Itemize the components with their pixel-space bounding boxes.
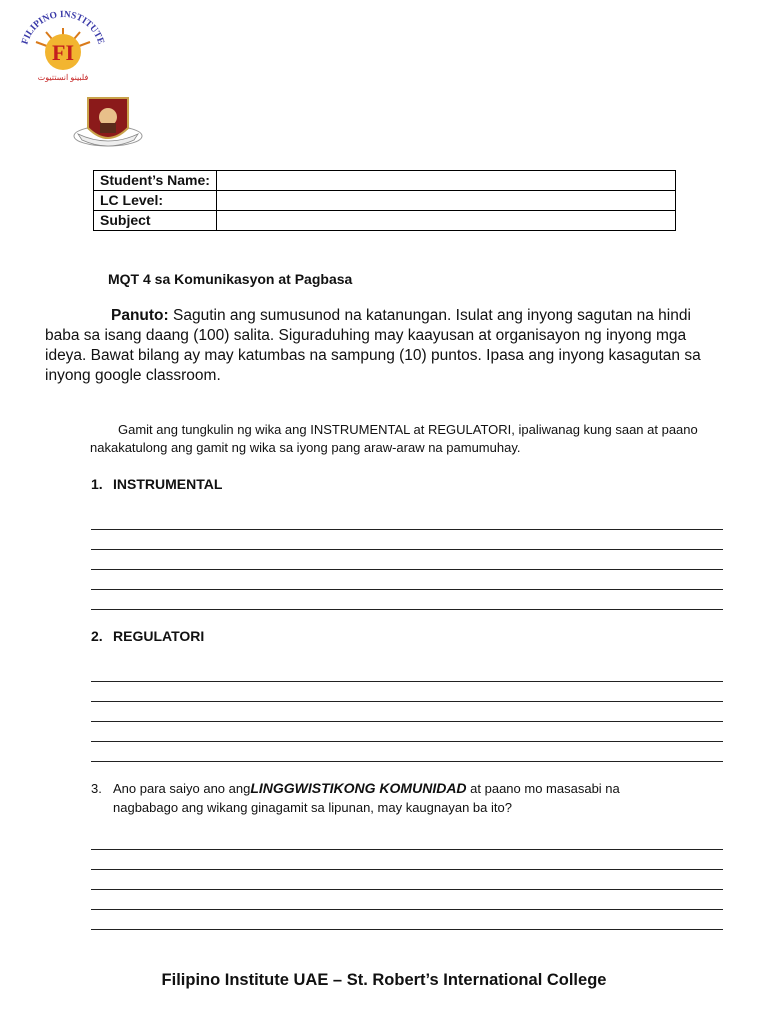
question-number: 1. — [91, 476, 103, 492]
answer-line[interactable] — [91, 890, 723, 910]
lc-level-label: LC Level: — [94, 191, 217, 211]
answer-line[interactable] — [91, 702, 723, 722]
page-footer: Filipino Institute UAE – St. Robert’s International College — [161, 971, 607, 989]
answer-line[interactable] — [91, 550, 723, 570]
instructions-paragraph — [45, 306, 725, 386]
table-row — [94, 171, 676, 191]
filipino-institute-logo — [16, 8, 110, 88]
instructions-label: Panuto: — [111, 307, 169, 324]
answer-line[interactable] — [91, 870, 723, 890]
answer-line[interactable] — [91, 830, 723, 850]
student-info-table — [93, 170, 676, 231]
subject-field[interactable] — [217, 211, 676, 231]
answer-line[interactable] — [91, 510, 723, 530]
answer-line[interactable] — [91, 910, 723, 930]
question-text-before: Ano para saiyo ano ang — [113, 781, 251, 796]
answer-line[interactable] — [91, 662, 723, 682]
answer-line[interactable] — [91, 722, 723, 742]
answer-line[interactable] — [91, 850, 723, 870]
logo-arc-text: FILIPINO INSTITUTE — [20, 9, 106, 46]
logo-initials: FI — [52, 40, 74, 65]
question-2 — [91, 628, 204, 644]
question-3 — [91, 779, 711, 817]
answer-area-3[interactable] — [91, 830, 723, 930]
answer-line[interactable] — [91, 590, 723, 610]
prompt-paragraph — [90, 421, 720, 457]
question-number: 2. — [91, 628, 103, 644]
answer-line[interactable] — [91, 742, 723, 762]
question-label: INSTRUMENTAL — [113, 476, 223, 492]
question-label: REGULATORI — [113, 628, 205, 644]
lc-level-field[interactable] — [217, 191, 676, 211]
question-number: 3. — [91, 781, 102, 796]
subject-label: Subject — [94, 211, 217, 231]
logo-arabic-text: فلبينو انستتيوت — [37, 73, 89, 82]
answer-line[interactable] — [91, 570, 723, 590]
answer-area-1[interactable] — [91, 510, 723, 610]
st-roberts-college-seal — [72, 90, 144, 156]
question-emphasis: LINGGWISTIKONG KOMUNIDAD — [250, 780, 467, 796]
table-row — [94, 211, 676, 231]
table-row — [94, 191, 676, 211]
question-text-after: at paano mo masasabi na — [466, 781, 620, 796]
question-text-line2: nagbabago ang wikang ginagamit sa lipunan, may kaugnayan ba ito? — [113, 800, 512, 815]
page-title: MQT 4 sa Komunikasyon at Pagbasa — [108, 271, 353, 287]
answer-line[interactable] — [91, 682, 723, 702]
instructions-text: Sagutin ang sumusunod na katanungan. Isulat ang inyong sagutan na hindi baba sa isang daang (100) salita. Siguraduhing may kaayusan at organisayon ng inyong mga ideya. Bawat bilang ay may katumbas na sampung (10) puntos. Ipasa ang inyong kasagutan sa inyong google classroom. — [45, 307, 701, 384]
student-name-label: Student’s Name: — [94, 171, 217, 191]
answer-area-2[interactable] — [91, 662, 723, 762]
answer-line[interactable] — [91, 530, 723, 550]
question-1 — [91, 476, 222, 492]
prompt-text: Gamit ang tungkulin ng wika ang INSTRUMENTAL at REGULATORI, ipaliwanag kung saan at paano nakakatulong ang gamit ng wika sa iyong pang araw-araw na pamumuhay. — [90, 422, 698, 455]
student-name-field[interactable] — [217, 171, 676, 191]
